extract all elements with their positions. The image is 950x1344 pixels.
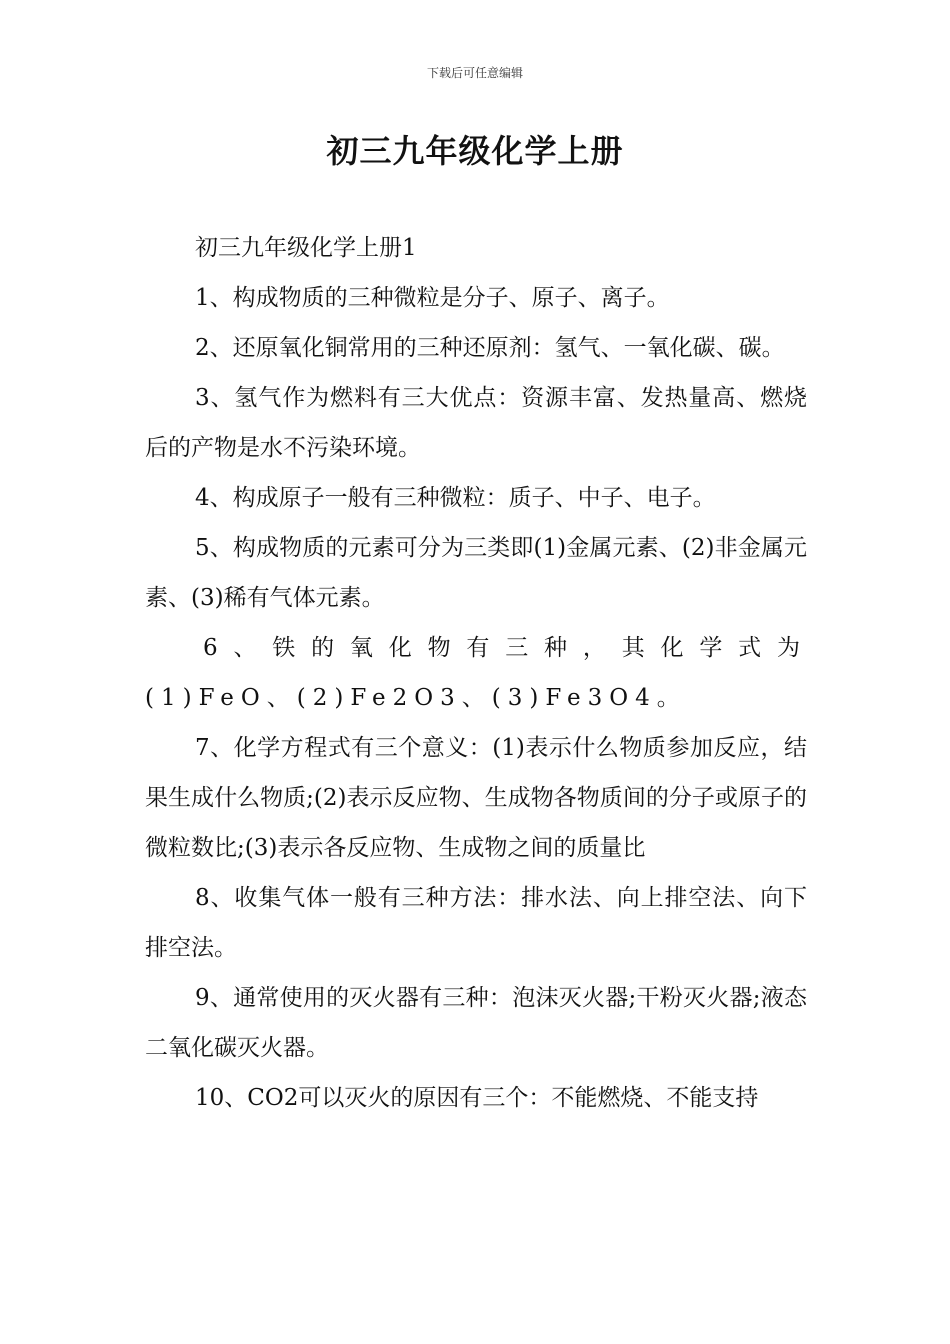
page-title: 初三九年级化学上册: [326, 132, 624, 170]
paragraph-item-8: 8、收集气体一般有三种方法：排水法、向上排空法、向下排空法。: [145, 885, 807, 961]
paragraph-item-2: 2、还原氧化铜常用的三种还原剂：氢气、一氧化碳、碳。: [195, 335, 785, 361]
paragraph-item-5: 5、构成物质的元素可分为三类即(1)金属元素、(2)非金属元素、(3)稀有气体元素。: [145, 535, 807, 611]
paragraph-item-3: 3、氢气作为燃料有三大优点：资源丰富、发热量高、燃烧后的产物是水不污染环境。: [145, 385, 807, 461]
header-note: 下载后可任意编辑: [426, 66, 523, 80]
paragraph-subtitle: 初三九年级化学上册1: [195, 235, 417, 261]
paragraph-item-10: 10、CO2可以灭火的原因有三个：不能燃烧、不能支持: [195, 1085, 759, 1111]
paragraph-item-9: 9、通常使用的灭火器有三种：泡沫灭火器;干粉灭火器;液态二氧化碳灭火器。: [145, 985, 807, 1061]
paragraph-item-1: 1、构成物质的三种微粒是分子、原子、离子。: [195, 285, 670, 311]
paragraph-item-7: 7、化学方程式有三个意义：(1)表示什么物质参加反应，结果生成什么物质;(2)表示反应物、生成物各物质间的分子或原子的微粒数比;(3)表示各反应物、生成物之间的质量比: [145, 735, 807, 861]
paragraph-item-6: 6、铁的氧化物有三种，其化学式为(1)FeO、(2)Fe2O3、(3)Fe3O4。: [145, 635, 807, 711]
document-body: [145, 223, 807, 1123]
paragraph-item-4: 4、构成原子一般有三种微粒：质子、中子、电子。: [195, 485, 716, 511]
